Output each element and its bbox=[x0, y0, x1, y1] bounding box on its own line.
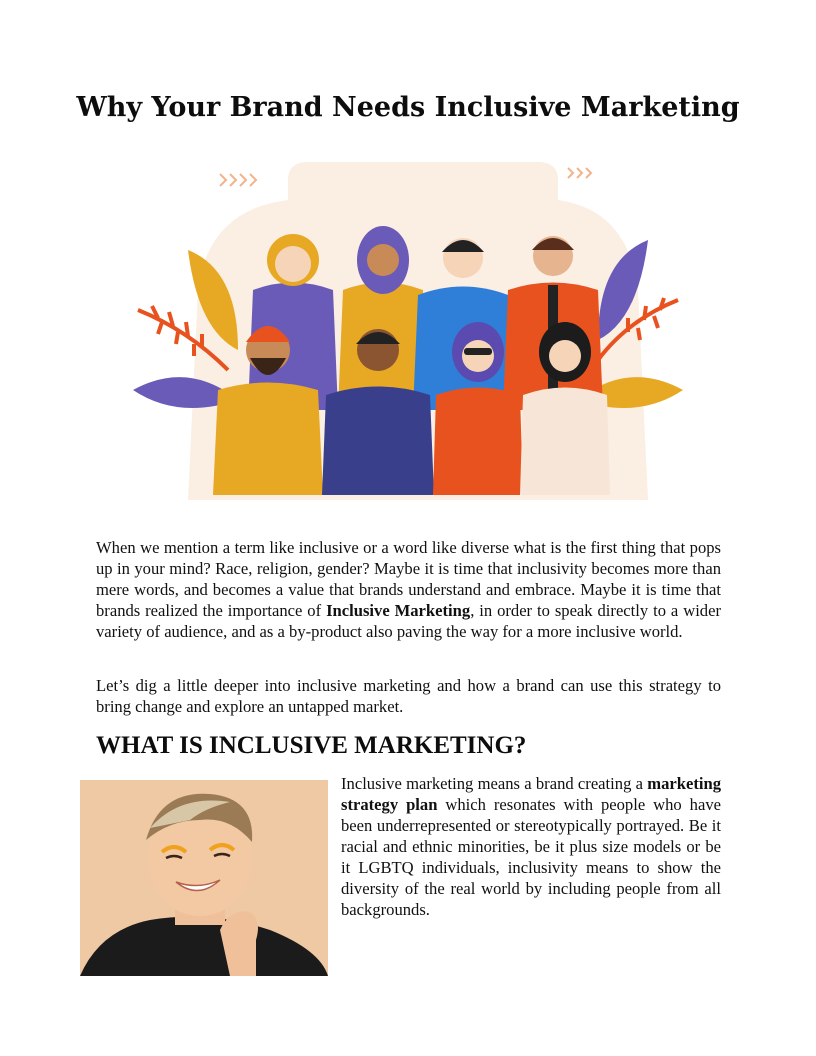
intro-paragraph: When we mention a term like inclusive or a word like diverse what is the first thing that pops up in your mind? Race, religion, gender? Maybe it is time that inclusivity becomes more than mere words, and becomes a value that brands understand and embrace. Maybe it is time that brands realized the importance of Inclusive Marketing, in order to speak directly to a wider variety of audience, and as a by-product also paving the way for a more inclusive world. bbox=[96, 538, 721, 641]
section-paragraph: Inclusive marketing means a brand creating a marketing strategy plan which resonates with people who have been underrepresented or stereotypically portrayed. Be it racial and ethnic minorities, be it plus size models or be it LGBTQ individuals, inclusivity means to show the diversity of the real world by including people from all backgrounds. bbox=[341, 774, 721, 919]
marketing-strategy-plan-link-text: marketing strategy plan bbox=[341, 774, 721, 814]
diverse-people-illustration bbox=[128, 160, 688, 500]
chevron-decoration-left bbox=[220, 174, 256, 186]
section-heading: WHAT IS INCLUSIVE MARKETING? bbox=[96, 732, 527, 759]
second-paragraph: Let’s dig a little deeper into inclusive marketing and how a brand can use this strategy to bring change and explore an untapped market. bbox=[96, 676, 721, 716]
page-title: Why Your Brand Needs Inclusive Marketing bbox=[76, 92, 740, 123]
chevron-decoration-right bbox=[568, 168, 591, 178]
inclusive-marketing-emphasis: Inclusive Marketing bbox=[326, 601, 471, 620]
smiling-person-photo bbox=[80, 780, 328, 976]
